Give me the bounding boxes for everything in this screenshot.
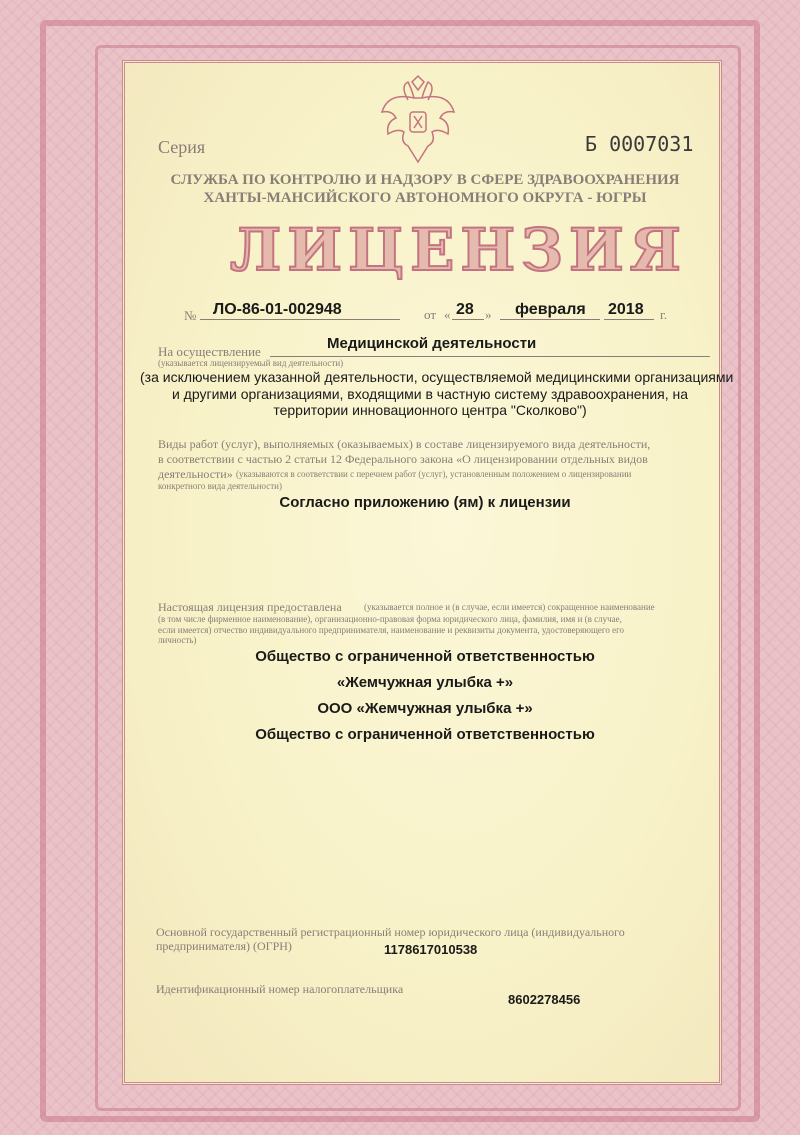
ogrn-label-2: предпринимателя) (ОГРН) xyxy=(156,939,292,953)
activity-note-3: территории инновационного центра "Сколково") xyxy=(273,402,587,418)
activity-note-2: и другими организациями, входящими в частную систему здравоохранения, на xyxy=(171,386,689,402)
month-underline xyxy=(500,319,600,320)
from-label: от xyxy=(424,307,437,322)
license-month: февраля xyxy=(515,301,586,318)
ogrn-label-1: Основной государственный регистрационный номер юридического лица (индивидуального xyxy=(156,925,625,939)
works-label-3-small: (указываются в соответствии с перечнем работ (услуг), установленным положением о лицензировании xyxy=(236,469,632,479)
year-suffix: г. xyxy=(660,307,668,322)
double-headed-eagle-emblem-icon xyxy=(378,72,458,167)
document-title: ЛИЦЕНЗИЯ xyxy=(230,216,687,284)
works-label-2: в соответствии с частью 2 статьи 12 Федерального закона «О лицензировании отдельных видов xyxy=(158,452,648,466)
works-label-4: конкретного вида деятельности) xyxy=(158,481,282,491)
authority-line-2: ХАНТЫ-МАНСИЙСКОГО АВТОНОМНОГО ОКРУГА - ЮГРЫ xyxy=(203,190,647,206)
inn-value: 8602278456 xyxy=(508,992,581,1007)
granted-label: Настоящая лицензия предоставлена xyxy=(158,600,342,614)
activity-underline xyxy=(270,356,710,357)
activity-label: На осуществление xyxy=(158,344,261,359)
ogrn-value: 1178617010538 xyxy=(384,942,478,957)
works-label-3-main: деятельности» xyxy=(158,467,233,481)
licensee-short-name: ООО «Жемчужная улыбка +» xyxy=(317,700,533,717)
series-number: Б 0007031 xyxy=(585,132,694,156)
activity-note-1: (за исключением указанной деятельности, осуществляемой медицинскими организациями xyxy=(140,369,734,385)
works-value: Согласно приложению (ям) к лицензии xyxy=(279,494,571,511)
license-day: 28 xyxy=(456,301,474,318)
granted-hint-3: если имеется) отчество индивидуального предпринимателя, наименование и реквизиты документа, удостоверяющего его xyxy=(158,625,625,635)
series-label: Серия xyxy=(158,137,206,157)
day-underline xyxy=(452,319,484,320)
year-underline xyxy=(604,319,654,320)
license-number-underline xyxy=(200,319,400,320)
quote-open: « xyxy=(444,307,451,322)
granted-hint-1: (указывается полное и (в случае, если имеется) сокращенное наименование xyxy=(364,602,655,612)
activity-hint: (указывается лицензируемый вид деятельности) xyxy=(158,358,344,368)
licensee-name-2: «Жемчужная улыбка +» xyxy=(336,674,514,691)
license-year: 2018 xyxy=(608,301,644,318)
license-number: ЛО-86-01-002948 xyxy=(213,301,342,318)
authority-line-1: СЛУЖБА ПО КОНТРОЛЮ И НАДЗОРУ В СФЕРЕ ЗДРАВООХРАНЕНИЯ xyxy=(170,172,680,188)
number-sign: № xyxy=(184,308,197,323)
licensee-name-1: Общество с ограниченной ответственностью xyxy=(255,648,595,665)
granted-hint-4: личность) xyxy=(158,635,197,645)
licensee-name-3: Общество с ограниченной ответственностью xyxy=(255,726,595,743)
inn-label: Идентификационный номер налогоплательщика xyxy=(156,982,404,996)
works-label-1: Виды работ (услуг), выполняемых (оказываемых) в составе лицензируемого вида деятельности, xyxy=(158,437,651,451)
quote-close: » xyxy=(485,307,492,322)
activity-value: Медицинской деятельности xyxy=(327,335,537,352)
granted-hint-2: (в том числе фирменное наименование), организационно-правовая форма юридического лица, фамилия, имя и (в случае, xyxy=(158,614,622,624)
